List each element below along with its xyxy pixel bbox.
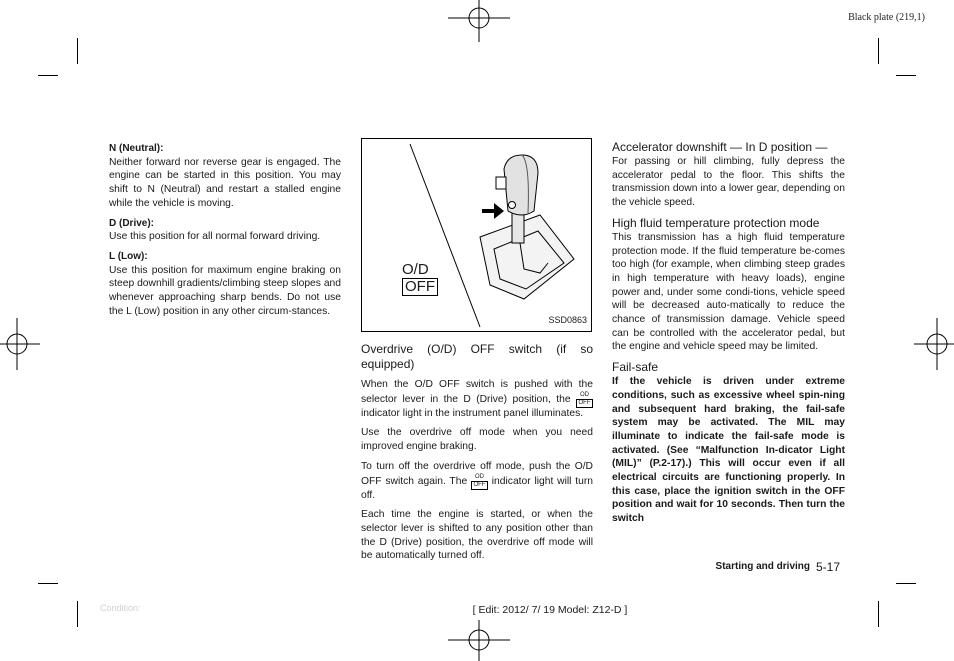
figure-code: SSD0863 <box>548 315 587 326</box>
overdrive-p1-end: indicator light in the instrument panel illuminates. <box>361 407 584 419</box>
column-gear-positions <box>109 142 341 318</box>
od-off-indicator-icon <box>471 474 488 489</box>
overdrive-p1-start: When the O/D OFF switch is pushed with the selector lever in the D (Drive) position, the <box>361 379 593 405</box>
column-transmission-modes <box>612 140 845 526</box>
plate-label: Black plate (219,1) <box>848 12 925 23</box>
temp-heading: High fluid temperature protection mode <box>612 215 820 230</box>
od-off-indicator-icon <box>576 392 593 407</box>
page-number: 5-17 <box>816 560 841 574</box>
drive-heading: D (Drive): <box>109 217 155 229</box>
column-overdrive <box>361 138 593 563</box>
od-switch-label <box>402 262 438 296</box>
indicator-bottom-text: OFF <box>576 399 593 408</box>
registration-mark-bottom <box>448 620 510 661</box>
off-label: OFF <box>402 278 438 296</box>
od-label: O/D <box>402 261 429 278</box>
drive-text: Use this position for all normal forward driving. <box>109 231 321 243</box>
low-text: Use this position for maximum engine braking on steep downhill gradients/climbing steep slopes and whenever approaching sharp bends. Do not use the L (Low) position in any other circum-stances. <box>109 264 341 317</box>
footer-section-title: Starting and driving <box>715 561 810 572</box>
registration-mark-right <box>914 312 954 376</box>
indicator-top-text: OD <box>474 473 484 480</box>
accel-heading: Accelerator downshift — In D position — <box>612 140 828 154</box>
shift-lever-illustration <box>362 139 591 331</box>
overdrive-p1 <box>361 378 593 420</box>
failsafe-text: If the vehicle is driven under extreme conditions, such as excessive wheel spin-ning and subsequent hard braking, the fail-safe system may be activated. The MIL may illuminate to indicate the fail-safe mode is activated. (See “Malfunction In-dicator Light (MIL)” (P.2-17).) This will occur even if all electrical circuits are functioning properly. In this case, place the ignition switch in the OFF position and wait for 10 seconds. Then turn the switch <box>612 376 845 525</box>
overdrive-heading: Overdrive (O/D) OFF switch (if so equipped) <box>361 342 593 371</box>
indicator-top-text: OD <box>580 391 589 398</box>
overdrive-p4: Each time the engine is started, or when the selector lever is shifted to any position other than the D (Drive) position, the overdrive off mode will be automatically turned off. <box>361 509 593 562</box>
neutral-text: Neither forward nor reverse gear is engaged. The engine can be started in this position. You may shift to N (Neutral) and restart a stalled engine while the vehicle is moving. <box>109 156 341 209</box>
overdrive-p3-end: indicator light will turn off. <box>361 475 593 501</box>
registration-mark-top <box>448 0 510 42</box>
low-heading: L (Low): <box>109 250 148 262</box>
indicator-bottom-text: OFF <box>471 481 488 490</box>
temp-text: This transmission has a high fluid temperature protection mode. If the fluid temperature be-comes too high (for example, when climbing steep grades in high temperature with heavy loads), engine power and, under some condi-tions, vehicle speed will be decreased auto-matically to reduce the chance of transmission damage. Vehicle speed can be controlled with the accelerator pedal, but the engine and vehicle speed may be limited. <box>612 231 845 353</box>
neutral-heading: N (Neutral): <box>109 143 164 154</box>
shift-lever-figure <box>361 138 592 332</box>
overdrive-p3 <box>361 460 593 502</box>
overdrive-p3-start: To turn off the overdrive off mode, push the O/D OFF switch again. The <box>361 460 593 487</box>
overdrive-p2: Use the overdrive off mode when you need improved engine braking. <box>361 427 593 453</box>
condition-label: Condition: <box>100 603 141 613</box>
failsafe-heading: Fail-safe <box>612 360 659 375</box>
edit-info: [ Edit: 2012/ 7/ 19 Model: Z12-D ] <box>472 604 628 616</box>
accel-text: For passing or hill climbing, fully depress the accelerator pedal to the floor. This shifts the transmission down into a lower gear, depending on the vehicle speed. <box>612 156 845 209</box>
registration-mark-left <box>0 312 40 376</box>
